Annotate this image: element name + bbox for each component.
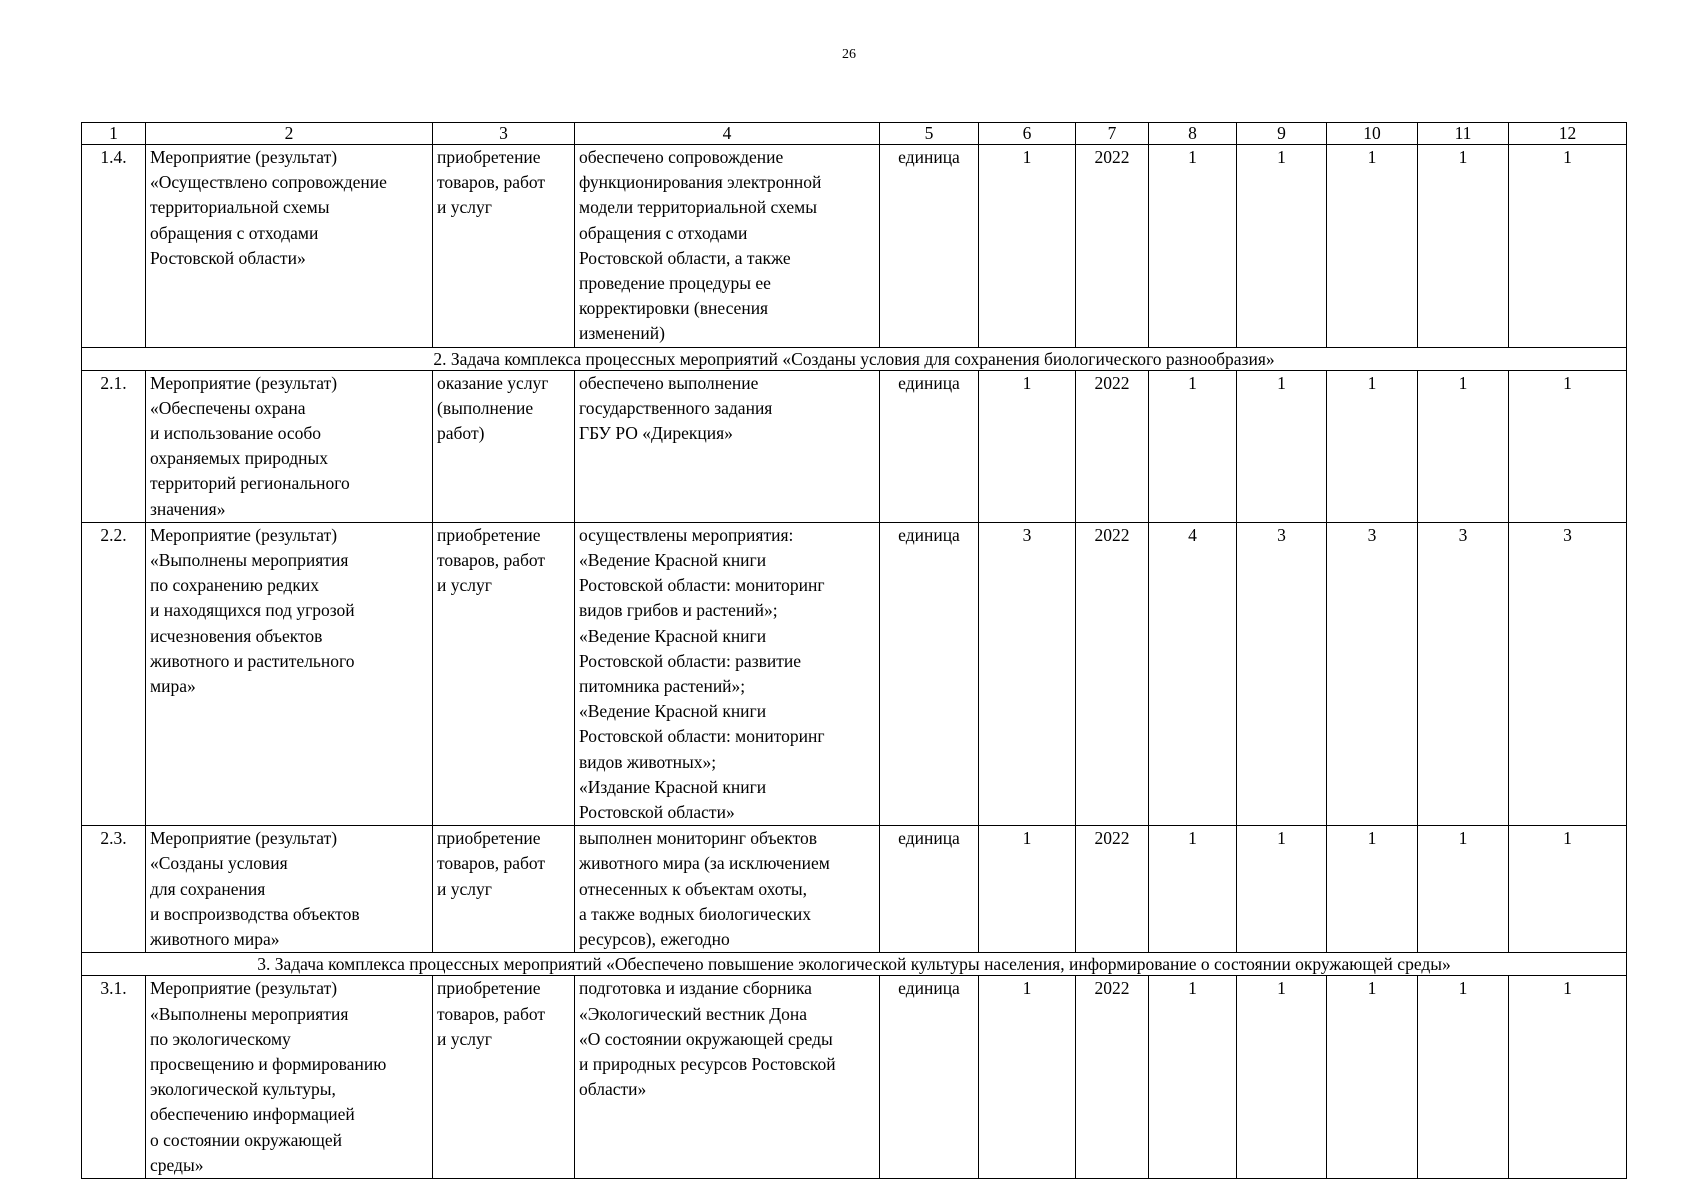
measure-type: приобретение товаров, работ и услуг [433,145,575,348]
table-row [82,522,1627,825]
year-value: 1 [1509,370,1627,522]
measure-description: обеспечено сопровождение функционирования электронной модели территориальной схемы обращения с отходами Ростовской области, а также проведение процедуры ее корректировки (внесения изменений) [575,145,880,348]
base-value: 1 [979,976,1076,1179]
year-value: 1 [1237,976,1327,1179]
item-number: 1.4. [82,145,146,348]
measure-description: обеспечено выполнение государственного задания ГБУ РО «Дирекция» [575,370,880,522]
column-number: 9 [1237,123,1327,145]
year-value: 1 [1509,145,1627,348]
item-number: 2.2. [82,522,146,825]
year-value: 1 [1327,370,1418,522]
base-year: 2022 [1076,826,1149,953]
measure-type: оказание услуг (выполнение работ) [433,370,575,522]
measure-type: приобретение товаров, работ и услуг [433,976,575,1179]
unit: единица [880,826,979,953]
section-row [82,347,1627,370]
year-value: 1 [1327,826,1418,953]
year-value: 1 [1149,370,1237,522]
year-value: 1 [1237,826,1327,953]
column-number: 1 [82,123,146,145]
unit: единица [880,370,979,522]
unit: единица [880,976,979,1179]
base-year: 2022 [1076,522,1149,825]
measure-name: Мероприятие (результат) «Созданы условия для сохранения и воспроизводства объектов животного мира» [146,826,433,953]
section-title: 2. Задача комплекса процессных мероприятий «Созданы условия для сохранения биологического разнообразия» [82,347,1627,370]
measure-name: Мероприятие (результат) «Обеспечены охрана и использование особо охраняемых природных территорий регионального значения» [146,370,433,522]
indicators-table [81,122,1627,1179]
unit: единица [880,522,979,825]
measure-name: Мероприятие (результат) «Осуществлено сопровождение территориальной схемы обращения с отходами Ростовской области» [146,145,433,348]
base-year: 2022 [1076,145,1149,348]
column-number: 3 [433,123,575,145]
measure-description: осуществлены мероприятия: «Ведение Красной книги Ростовской области: мониторинг видов грибов и растений»; «Ведение Красной книги Ростовской области: развитие питомника растений»; «Ведение Красной книги Ростовской области: мониторинг видов животных»; «Издание Красной книги Ростовской области» [575,522,880,825]
item-number: 3.1. [82,976,146,1179]
item-number: 2.3. [82,826,146,953]
table-row [82,826,1627,953]
year-value: 1 [1327,145,1418,348]
column-number-row [82,123,1627,145]
year-value: 1 [1237,145,1327,348]
measure-name: Мероприятие (результат) «Выполнены мероприятия по экологическому просвещению и формированию экологической культуры, обеспечению информацией о состоянии окружающей среды» [146,976,433,1179]
measure-description: подготовка и издание сборника «Экологический вестник Дона «О состоянии окружающей среды и природных ресурсов Ростовской области» [575,976,880,1179]
column-number: 6 [979,123,1076,145]
year-value: 1 [1149,976,1237,1179]
year-value: 1 [1418,145,1509,348]
base-value: 1 [979,370,1076,522]
base-year: 2022 [1076,976,1149,1179]
year-value: 1 [1418,976,1509,1179]
year-value: 1 [1509,826,1627,953]
base-value: 1 [979,826,1076,953]
item-number: 2.1. [82,370,146,522]
year-value: 1 [1327,976,1418,1179]
table-row [82,976,1627,1179]
measure-description: выполнен мониторинг объектов животного мира (за исключением отнесенных к объектам охоты, а также водных биологических ресурсов), ежегодно [575,826,880,953]
year-value: 1 [1149,826,1237,953]
measure-type: приобретение товаров, работ и услуг [433,522,575,825]
year-value: 1 [1418,826,1509,953]
column-number: 12 [1509,123,1627,145]
column-number: 11 [1418,123,1509,145]
year-value: 1 [1237,370,1327,522]
table-row [82,370,1627,522]
measure-type: приобретение товаров, работ и услуг [433,826,575,953]
column-number: 4 [575,123,880,145]
year-value: 3 [1509,522,1627,825]
table-body [82,123,1627,1179]
column-number: 7 [1076,123,1149,145]
unit: единица [880,145,979,348]
measure-name: Мероприятие (результат) «Выполнены мероприятия по сохранению редких и находящихся под угрозой исчезновения объектов животного и растительного мира» [146,522,433,825]
section-title: 3. Задача комплекса процессных мероприятий «Обеспечено повышение экологической культуры населения, информирование о состоянии окружающей среды» [82,953,1627,976]
year-value: 1 [1149,145,1237,348]
page-number: 26 [842,47,856,62]
year-value: 3 [1327,522,1418,825]
section-row [82,953,1627,976]
table-row [82,145,1627,348]
year-value: 3 [1237,522,1327,825]
year-value: 3 [1418,522,1509,825]
column-number: 5 [880,123,979,145]
year-value: 1 [1509,976,1627,1179]
column-number: 10 [1327,123,1418,145]
year-value: 4 [1149,522,1237,825]
column-number: 8 [1149,123,1237,145]
base-year: 2022 [1076,370,1149,522]
base-value: 3 [979,522,1076,825]
column-number: 2 [146,123,433,145]
year-value: 1 [1418,370,1509,522]
base-value: 1 [979,145,1076,348]
